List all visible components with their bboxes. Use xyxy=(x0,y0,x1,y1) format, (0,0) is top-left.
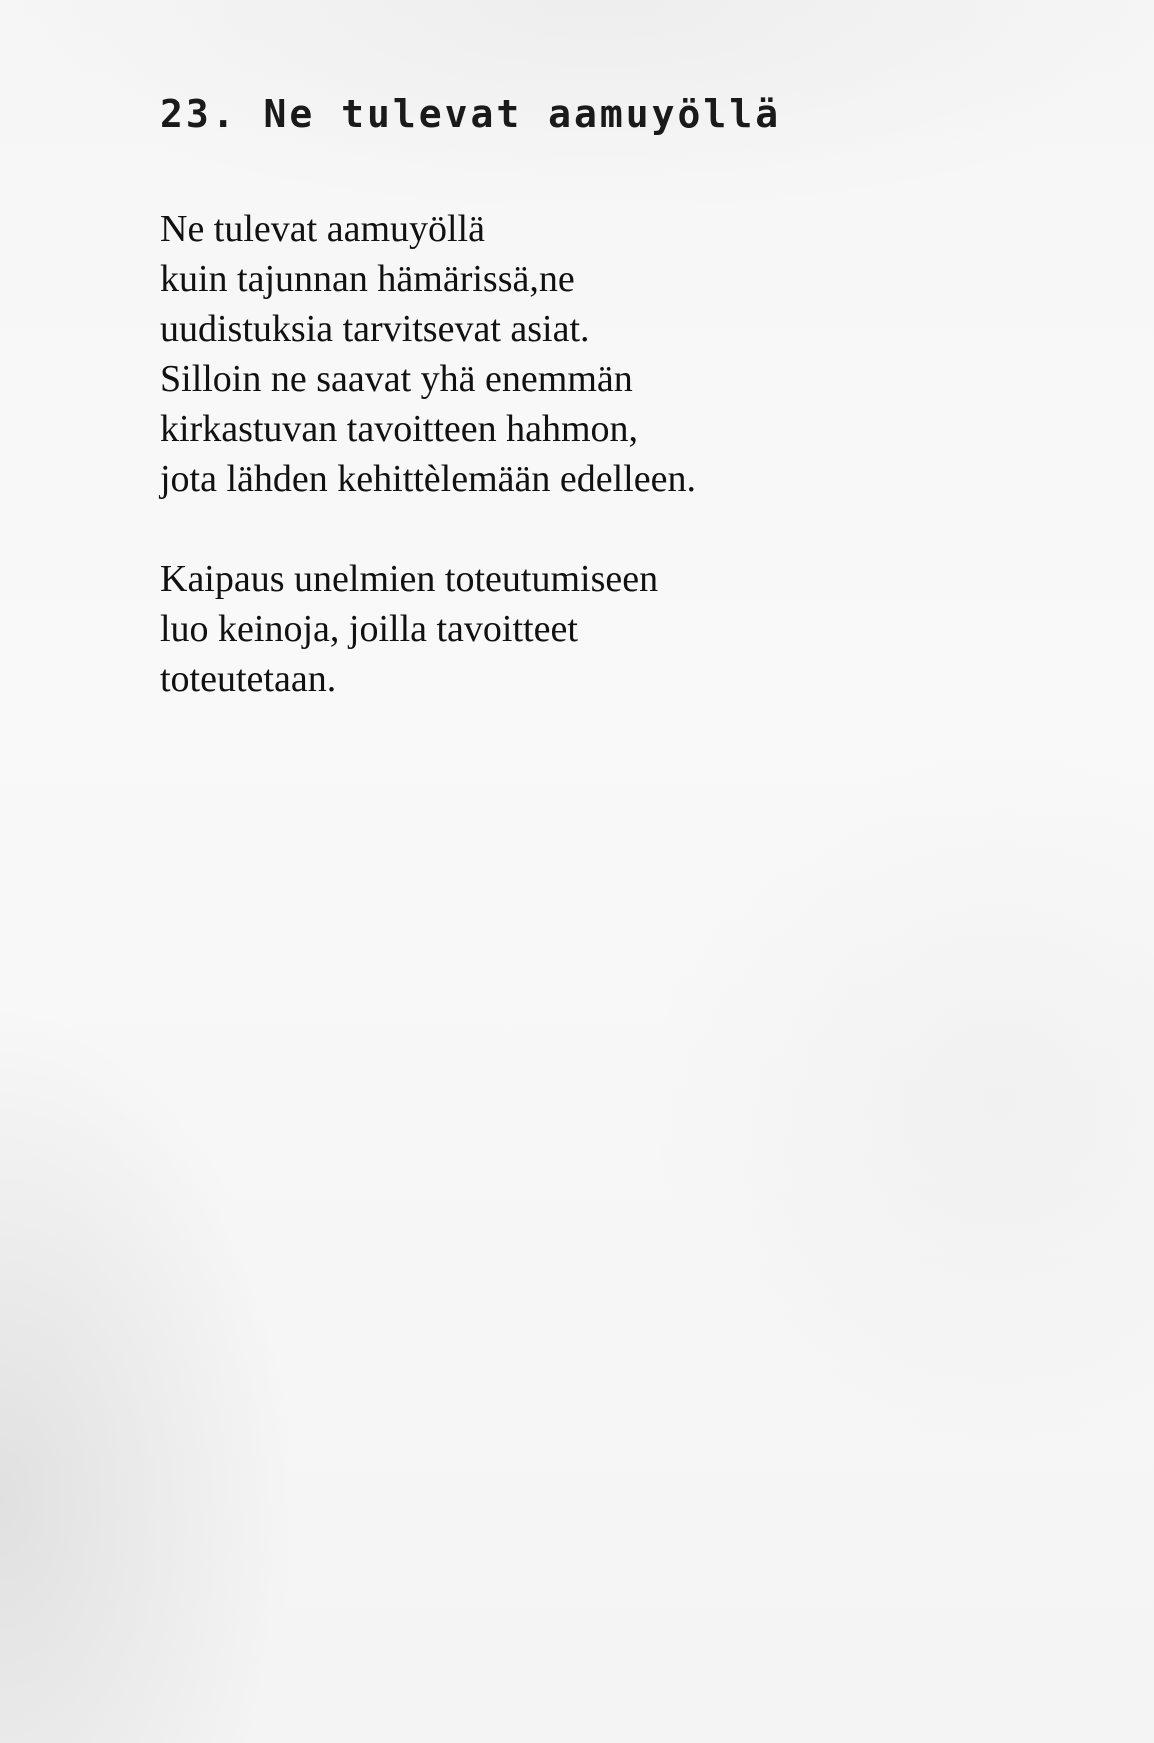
poem-line: Kaipaus unelmien toteutumiseen xyxy=(160,558,659,600)
poem-title: 23. Ne tulevat aamuyöllä xyxy=(160,92,782,136)
stanza-1 xyxy=(160,204,1060,504)
poem-line: Silloin ne saavat yhä enemmän xyxy=(160,358,633,400)
stanza-2 xyxy=(160,554,1060,704)
poem-line: toteutetaan. xyxy=(160,658,337,700)
poem-line: kuin tajunnan hämärissä,ne xyxy=(160,258,575,300)
poem-line: uudistuksia tarvitsevat asiat. xyxy=(160,308,590,350)
poem-line: jota lähden kehittèlemään edelleen. xyxy=(160,458,696,500)
poem-line: Ne tulevat aamuyöllä xyxy=(160,208,485,250)
poem-line: luo keinoja, joilla tavoitteet xyxy=(160,608,578,650)
poem-line: kirkastuvan tavoitteen hahmon, xyxy=(160,408,639,450)
poem-body xyxy=(160,204,1060,754)
